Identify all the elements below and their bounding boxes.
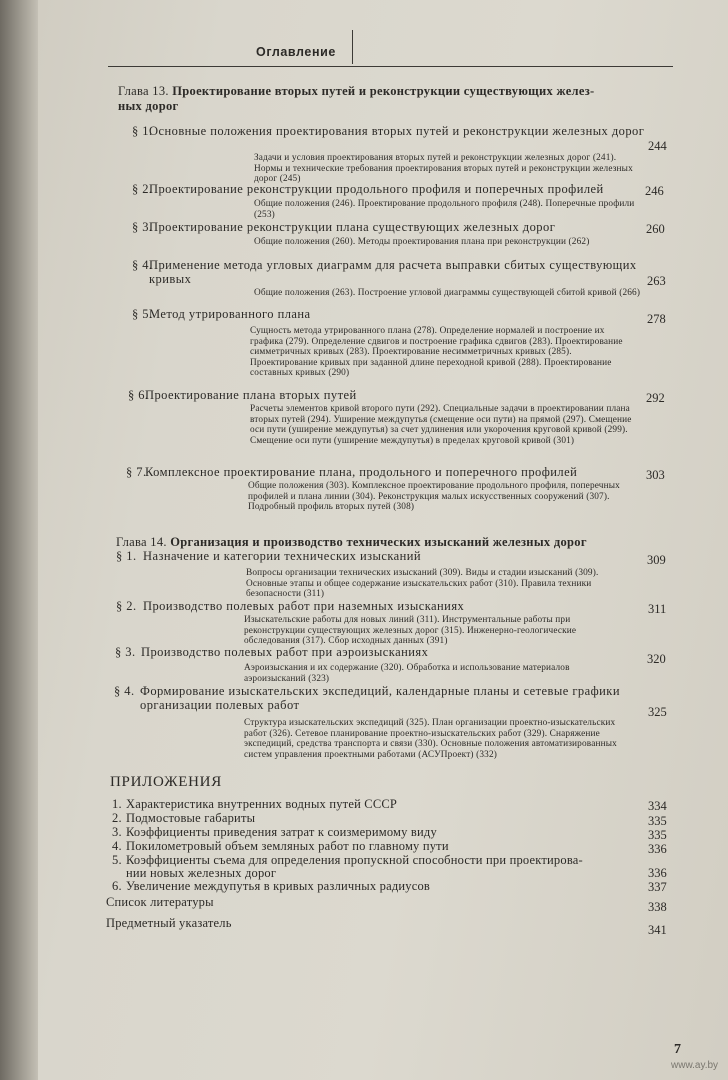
ch13-section-1-page: 244 xyxy=(648,139,667,153)
ch13-section-2-title: Проектирование реконструкции продольного профиля и поперечных профилей xyxy=(149,182,604,196)
ch14-section-4-page: 325 xyxy=(648,705,667,719)
ch13-section-6-num: § 6. xyxy=(128,388,149,402)
watermark: www.ay.by xyxy=(671,1060,719,1071)
appendix-2-num: 2. xyxy=(112,811,122,825)
ch14-section-2-num: § 2. xyxy=(116,599,137,613)
ch14-section-3-page: 320 xyxy=(647,652,666,666)
chapter-13-title-line1: Проектирование вторых путей и реконструкции существующих желез- xyxy=(172,84,595,98)
chapter-13-title-line2: ных дорог xyxy=(118,99,179,113)
ch14-section-4-title: Формирование изыскательских экспедиций, календарные планы и сетевые графики организации полевых работ xyxy=(140,684,620,712)
appendix-5-title-line2: нии новых железных дорог xyxy=(126,866,277,880)
ch14-section-1-page: 309 xyxy=(647,553,666,567)
appendix-6-title: Увеличение междупутья в кривых различных радиусов xyxy=(126,879,431,893)
ch13-section-1-details: Задачи и условия проектирования вторых путей и реконструкции железных дорог (241). Нормы и технические требования проектирования вторых путей и реконструкции железных дорог (245) xyxy=(254,153,633,185)
header-rule xyxy=(108,66,673,67)
appendix-3-title: Коэффициенты приведения затрат к соизмеримому виду xyxy=(126,825,437,839)
ch14-section-1-details: Вопросы организации технических изысканий (309). Виды и стадии изысканий (309). Основные этапы и общее содержание изыскательских работ (310). Правила техники безопасности (311) xyxy=(246,568,599,600)
page-number: 7 xyxy=(674,1042,681,1057)
chapter-13-heading xyxy=(118,84,595,99)
ch13-section-2-num: § 2. xyxy=(132,182,153,196)
ch13-section-1-num: § 1. xyxy=(132,124,153,138)
ch13-section-7-details: Общие положения (303). Комплексное проектирование продольного профиля, поперечных профилей и плана линии (304). Реконструкция малых искусственных сооружений (307). Подробный профиль вторых путей (308) xyxy=(248,481,620,513)
ch13-section-4-details: Общие положения (263). Построение угловой диаграммы существующей сбитой кривой (266) xyxy=(254,288,641,298)
ch14-section-4-details: Структура изыскательских экспедиций (325). План организации проектно-изыскательских работ (326). Сетевое планирование проектно-изыскательских работ (329). Снаряжение экспедиций, средства транспорта и связи (330). Основные положения автоматизированных систем управления проектными работами (АСУПроект) (332) xyxy=(244,718,617,760)
chapter-13-lead: Глава 13. xyxy=(118,84,169,98)
ch13-section-5-num: § 5. xyxy=(132,307,153,321)
appendix-4-page: 336 xyxy=(648,842,667,856)
chapter-14-heading xyxy=(116,535,587,550)
ch13-section-5-title: Метод утрированного плана xyxy=(149,307,311,321)
ch13-section-4-page: 263 xyxy=(647,274,666,288)
appendix-3-page: 335 xyxy=(648,828,667,842)
ch14-section-2-details: Изыскательские работы для новых линий (311). Инструментальные работы при реконструкции существующих железных дорог (315). Инженерно-геологические обследования (317). Сбор исходных данных (391) xyxy=(244,615,577,647)
ch14-section-3-details: Аэроизыскания и их содержание (320). Обработка и использование материалов аэроизысканий (323) xyxy=(244,663,570,684)
appendix-1-page: 334 xyxy=(648,799,667,813)
appendix-2-title: Подмостовые габариты xyxy=(126,811,256,825)
ch13-section-3-details: Общие положения (260). Методы проектирования плана при реконструкции (262) xyxy=(254,237,590,247)
ch13-section-3-title: Проектирование реконструкции плана существующих железных дорог xyxy=(149,220,556,234)
ch14-section-3-title: Производство полевых работ при аэроизысканиях xyxy=(141,645,429,659)
ch13-section-5-details: Сущность метода утрированного плана (278). Определение нормалей и построение их графика (279). Определение сдвигов и построение графика сдвигов (283). Проектирование симметричных кривых (283). Проектирование несимметричных кривых (285). Проектирование кривых при заданной длине переходной кривой (288). Проектирование составных кривых (290) xyxy=(250,326,623,379)
ch13-section-6-page: 292 xyxy=(646,391,665,405)
ch14-section-2-page: 311 xyxy=(648,602,667,616)
ch13-section-2-details: Общие положения (246). Проектирование продольного профиля (248). Поперечные профили (253) xyxy=(254,199,635,220)
appendix-1-title: Характеристика внутренних водных путей СССР xyxy=(126,797,398,811)
subject-index-title: Предметный указатель xyxy=(106,916,232,930)
appendices-title: ПРИЛОЖЕНИЯ xyxy=(110,774,222,790)
ch13-section-3-num: § 3. xyxy=(132,220,153,234)
appendix-6-page: 337 xyxy=(648,880,667,894)
subject-index-page: 341 xyxy=(648,923,667,937)
ch13-section-1-title: Основные положения проектирования вторых путей и реконструкции железных дорог xyxy=(149,124,645,138)
ch14-section-3-num: § 3. xyxy=(115,645,136,659)
ch13-section-7-title: Комплексное проектирование плана, продольного и поперечного профилей xyxy=(145,465,578,479)
ch13-section-6-title: Проектирование плана вторых путей xyxy=(145,388,357,402)
chapter-14-lead: Глава 14. xyxy=(116,535,167,549)
ch13-section-2-page: 246 xyxy=(645,184,664,198)
ch14-section-2-title: Производство полевых работ при наземных изысканиях xyxy=(143,599,465,613)
appendix-5-num: 5. xyxy=(112,853,122,867)
references-page: 338 xyxy=(648,900,667,914)
ch14-section-4-num: § 4. xyxy=(114,684,135,698)
ch13-section-7-page: 303 xyxy=(646,468,665,482)
appendix-3-num: 3. xyxy=(112,825,122,839)
appendix-2-page: 335 xyxy=(648,814,667,828)
chapter-14-title: Организация и производство технических изысканий железных дорог xyxy=(170,535,587,549)
page-title: Оглавление xyxy=(256,45,336,59)
header-tick-line xyxy=(352,30,353,64)
ch13-section-4-title: Применение метода угловых диаграмм для расчета выправки сбитых существующих кривых xyxy=(149,258,637,286)
binding-edge xyxy=(0,0,38,1080)
ch14-section-1-num: § 1. xyxy=(116,549,137,563)
appendix-5-page: 336 xyxy=(648,866,667,880)
ch13-section-3-page: 260 xyxy=(646,222,665,236)
appendix-5-title-line1: Коэффициенты съема для определения пропускной способности при проектирова- xyxy=(126,853,583,867)
ch13-section-4-num: § 4. xyxy=(132,258,153,272)
appendix-6-num: 6. xyxy=(112,879,122,893)
appendix-4-title: Покилометровый объем земляных работ по главному пути xyxy=(126,839,449,853)
ch13-section-7-num: § 7. xyxy=(126,465,147,479)
ch14-section-1-title: Назначение и категории технических изысканий xyxy=(143,549,422,563)
references-title: Список литературы xyxy=(106,895,214,909)
appendix-1-num: 1. xyxy=(112,797,122,811)
ch13-section-5-page: 278 xyxy=(647,312,666,326)
ch13-section-6-details: Расчеты элементов кривой второго пути (292). Специальные задачи в проектировании плана вторых путей (294). Уширение междупутья (смещение оси пути) на прямой (297). Смещение оси пути (уширение междупутья) за счет удлинения или укорочения круговой кривой (299). Смещение оси пути (уширение междупутья) в пределах круговой кривой (301) xyxy=(250,404,632,446)
appendix-4-num: 4. xyxy=(112,839,122,853)
